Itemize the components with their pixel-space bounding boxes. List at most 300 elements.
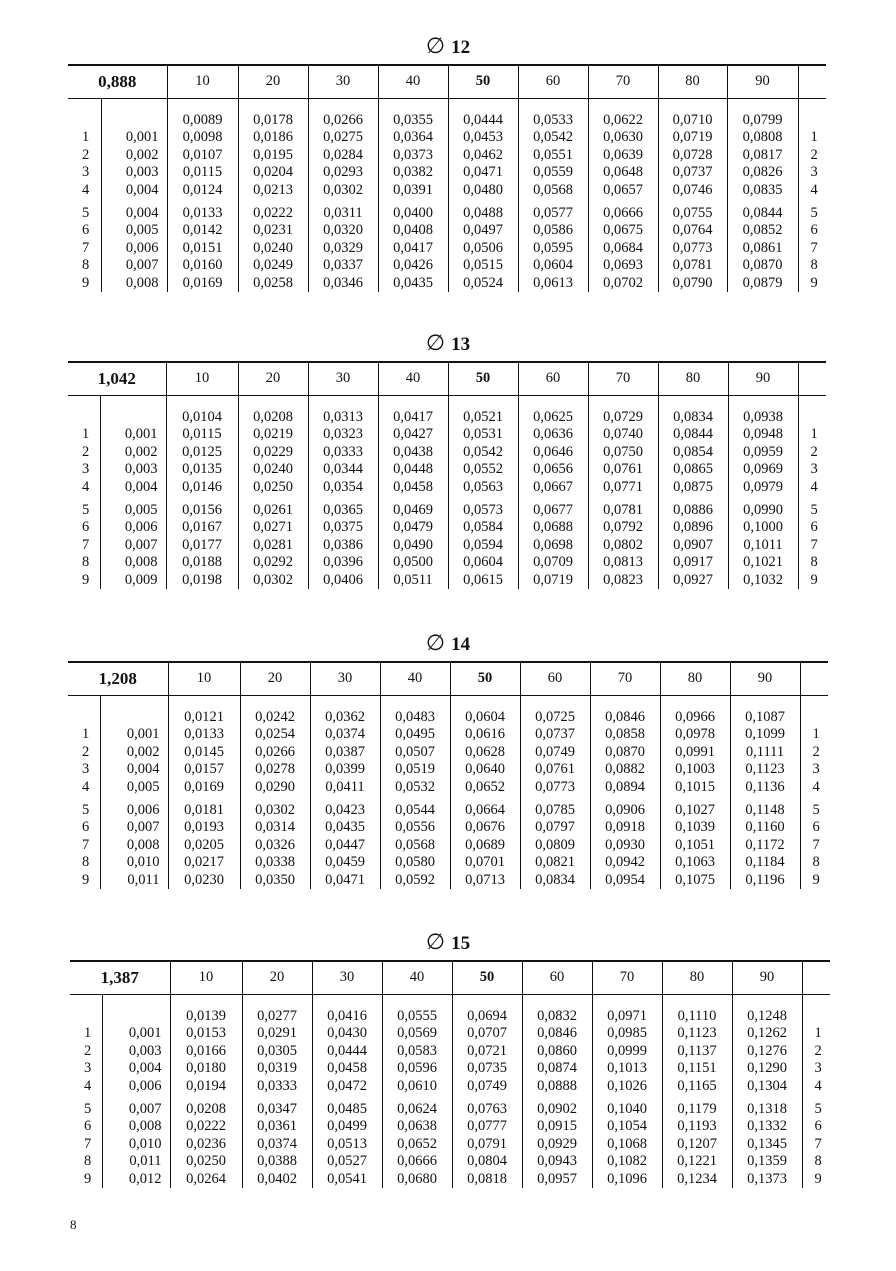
table-row [68, 872, 828, 889]
value-cell: 0,0435 [378, 275, 448, 292]
table-row [68, 444, 826, 461]
value-cell: 0,0374 [242, 1136, 312, 1153]
value-cell: 0,0157 [168, 761, 240, 778]
value-cell: 0,0427 [378, 426, 448, 443]
column-header: 50 [450, 662, 520, 696]
value-cell: 0,0240 [238, 461, 308, 478]
value-cell: 0,0231 [238, 222, 308, 239]
value-cell: 0,0773 [658, 240, 727, 257]
row-number-right: 6 [802, 1118, 830, 1135]
row-number: 8 [84, 1153, 92, 1170]
value-cell: 0,0580 [380, 854, 450, 871]
value-cell: 0,0616 [450, 726, 520, 743]
value-cell: 0,0750 [588, 444, 658, 461]
value-cell: 0,1136 [730, 779, 800, 796]
value-cell: 0,0702 [588, 275, 658, 292]
table-row [68, 819, 828, 836]
table-row [68, 744, 828, 761]
value-cell: 0,0292 [238, 554, 308, 571]
value-cell: 0,0755 [658, 205, 727, 222]
row-number: 1 [82, 426, 90, 443]
header-row [70, 961, 830, 995]
value-cell: 0,0278 [240, 761, 310, 778]
value-cell: 0,0453 [448, 129, 518, 146]
increment-cell: 0,003 [102, 1043, 170, 1060]
increment-cell: 0,008 [102, 1118, 170, 1135]
value-cell: 0,0167 [166, 519, 238, 536]
row-number: 7 [84, 1135, 92, 1152]
header-row [68, 362, 826, 396]
value-cell: 0,0444 [448, 112, 518, 129]
value-cell: 0,1013 [592, 1060, 662, 1077]
increment-cell: 0,001 [102, 1025, 170, 1042]
value-cell: 0,0195 [238, 147, 308, 164]
value-cell: 0,0777 [452, 1118, 522, 1135]
value-cell: 0,1248 [732, 1008, 802, 1025]
value-cell: 0,0667 [518, 479, 588, 496]
table-caption [0, 331, 896, 357]
value-cell: 0,0870 [590, 744, 660, 761]
row-number: 6 [82, 222, 90, 239]
value-cell: 0,0990 [728, 502, 798, 519]
row-number: 9 [82, 274, 90, 291]
row-number-right: 8 [800, 854, 828, 871]
value-cell: 0,0648 [588, 164, 658, 181]
value-cell: 0,0802 [588, 537, 658, 554]
table-diameter: 15 [451, 933, 471, 954]
row-number-right: 4 [802, 1078, 830, 1095]
row-number: 5 [84, 1101, 92, 1118]
column-header: 20 [240, 662, 310, 696]
value-cell: 0,0479 [378, 519, 448, 536]
table-row [70, 1060, 830, 1077]
increment-cell: 0,005 [100, 502, 166, 519]
value-cell: 0,1123 [730, 761, 800, 778]
column-header: 80 [658, 362, 728, 396]
value-cell: 0,0573 [448, 502, 518, 519]
value-cell: 0,0846 [590, 709, 660, 726]
table-row [68, 240, 826, 257]
value-cell: 0,0488 [448, 205, 518, 222]
value-cell: 0,0664 [450, 802, 520, 819]
value-cell: 0,0860 [522, 1043, 592, 1060]
value-cell: 0,1068 [592, 1136, 662, 1153]
value-cell: 0,0583 [382, 1043, 452, 1060]
header-end [800, 662, 828, 696]
row-number: 3 [82, 761, 90, 778]
row-number-right: 5 [800, 802, 828, 819]
column-header: 50 [448, 362, 518, 396]
row-number: 7 [82, 836, 90, 853]
value-cell: 0,0293 [308, 164, 378, 181]
header-end [798, 65, 826, 99]
value-cell: 0,0719 [518, 572, 588, 589]
value-cell: 0,0333 [308, 444, 378, 461]
value-cell: 0,1359 [732, 1153, 802, 1170]
value-cell: 0,0957 [522, 1171, 592, 1188]
increment-cell: 0,001 [101, 129, 167, 146]
value-cell: 0,0406 [308, 572, 378, 589]
value-cell: 0,0146 [166, 479, 238, 496]
value-cell: 0,1179 [662, 1101, 732, 1118]
value-cell: 0,0563 [448, 479, 518, 496]
value-cell: 0,0347 [242, 1101, 312, 1118]
value-cell: 0,0874 [522, 1060, 592, 1077]
value-cell: 0,0817 [727, 147, 798, 164]
table-row [68, 461, 826, 478]
row-number: 5 [82, 205, 90, 222]
value-cell: 0,1160 [730, 819, 800, 836]
row-number-right: 8 [802, 1153, 830, 1170]
value-cell: 0,0447 [310, 837, 380, 854]
table-diameter: 14 [451, 634, 471, 655]
value-cell: 0,0319 [242, 1060, 312, 1077]
value-cell: 0,0169 [167, 275, 238, 292]
value-cell: 0,1039 [660, 819, 730, 836]
value-cell: 0,0666 [588, 205, 658, 222]
value-cell: 0,0485 [312, 1101, 382, 1118]
column-header: 50 [452, 961, 522, 995]
value-cell: 0,0153 [170, 1025, 242, 1042]
row-number-right: 9 [798, 572, 826, 589]
row-number-right: 3 [800, 761, 828, 778]
column-header: 80 [660, 662, 730, 696]
value-cell: 0,0399 [310, 761, 380, 778]
spacer-row [70, 995, 830, 1009]
value-cell: 0,0513 [312, 1136, 382, 1153]
value-cell: 0,0625 [518, 409, 588, 426]
diameter-icon: ∅ [425, 330, 446, 355]
value-cell: 0,0266 [308, 112, 378, 129]
value-cell: 0,0320 [308, 222, 378, 239]
value-cell: 0,0142 [167, 222, 238, 239]
table-row [70, 1025, 830, 1042]
value-cell: 0,0329 [308, 240, 378, 257]
value-cell: 0,0337 [308, 257, 378, 274]
value-cell: 0,1184 [730, 854, 800, 871]
value-cell: 0,0725 [520, 709, 590, 726]
table-row [68, 854, 828, 871]
value-cell: 0,1082 [592, 1153, 662, 1170]
column-header: 40 [382, 961, 452, 995]
value-cell: 0,0813 [588, 554, 658, 571]
value-cell: 0,0462 [448, 147, 518, 164]
value-cell: 0,0707 [452, 1025, 522, 1042]
value-cell: 0,1087 [730, 709, 800, 726]
value-cell: 0,1172 [730, 837, 800, 854]
row-number: 3 [82, 164, 90, 181]
table-row [68, 802, 828, 819]
row-number-right: 3 [798, 461, 826, 478]
value-cell: 0,0281 [238, 537, 308, 554]
increment-cell: 0,006 [102, 1078, 170, 1095]
value-cell: 0,1234 [662, 1171, 732, 1188]
row-number: 6 [84, 1118, 92, 1135]
value-cell: 0,1021 [728, 554, 798, 571]
column-header: 30 [308, 65, 378, 99]
table-row [68, 409, 826, 426]
row-number-right: 5 [798, 502, 826, 519]
column-header: 30 [312, 961, 382, 995]
page-number: 8 [70, 1217, 77, 1232]
table-row [68, 761, 828, 778]
value-cell: 0,1063 [660, 854, 730, 871]
increment-cell: 0,003 [101, 164, 167, 181]
value-cell: 0,1096 [592, 1171, 662, 1188]
increment-cell: 0,001 [100, 726, 168, 743]
value-cell: 0,0721 [452, 1043, 522, 1060]
value-cell: 0,0646 [518, 444, 588, 461]
value-cell: 0,0532 [380, 779, 450, 796]
value-cell: 0,0417 [378, 240, 448, 257]
value-cell: 0,0444 [312, 1043, 382, 1060]
increment-cell: 0,004 [102, 1060, 170, 1077]
value-cell: 0,0365 [308, 502, 378, 519]
column-header: 30 [308, 362, 378, 396]
column-header: 90 [732, 961, 802, 995]
value-cell: 0,0652 [450, 779, 520, 796]
data-table [68, 361, 826, 589]
table-row [70, 1118, 830, 1135]
column-header: 40 [378, 65, 448, 99]
value-cell: 0,1262 [732, 1025, 802, 1042]
value-cell: 0,0222 [238, 205, 308, 222]
value-cell: 0,0258 [238, 275, 308, 292]
value-cell: 0,0737 [520, 726, 590, 743]
header-row [68, 65, 826, 99]
value-cell: 0,0402 [242, 1171, 312, 1188]
value-cell: 0,0677 [518, 502, 588, 519]
value-cell: 0,0861 [727, 240, 798, 257]
row-number-right: 2 [798, 444, 826, 461]
value-cell: 0,0985 [592, 1025, 662, 1042]
column-header: 20 [238, 65, 308, 99]
row-number-right: 1 [798, 129, 826, 146]
value-cell: 0,0098 [167, 129, 238, 146]
value-cell: 0,0160 [167, 257, 238, 274]
value-cell: 0,0624 [382, 1101, 452, 1118]
row-number-right: 7 [800, 837, 828, 854]
increment-cell: 0,007 [101, 257, 167, 274]
column-header: 70 [592, 961, 662, 995]
value-cell: 0,0124 [167, 182, 238, 199]
value-cell: 0,0133 [167, 205, 238, 222]
value-cell: 0,0448 [378, 461, 448, 478]
value-cell: 0,0542 [448, 444, 518, 461]
row-number: 8 [82, 554, 90, 571]
value-cell: 0,0894 [590, 779, 660, 796]
column-header: 10 [167, 65, 238, 99]
increment-cell: 0,005 [100, 779, 168, 796]
increment-cell: 0,002 [100, 444, 166, 461]
value-cell: 0,0250 [238, 479, 308, 496]
table-row [68, 726, 828, 743]
table-row [68, 147, 826, 164]
value-cell: 0,0499 [312, 1118, 382, 1135]
value-cell: 0,1003 [660, 761, 730, 778]
table-row [68, 205, 826, 222]
column-header: 90 [727, 65, 798, 99]
row-number-right: 3 [802, 1060, 830, 1077]
row-number-right: 1 [800, 726, 828, 743]
value-cell: 0,0622 [588, 112, 658, 129]
value-cell: 0,0896 [658, 519, 728, 536]
diameter-icon: ∅ [425, 630, 446, 655]
table-diameter: 13 [451, 334, 471, 355]
value-cell: 0,0835 [727, 182, 798, 199]
value-cell: 0,0314 [240, 819, 310, 836]
value-cell: 0,0615 [448, 572, 518, 589]
table-row [68, 182, 826, 199]
value-cell: 0,0495 [380, 726, 450, 743]
value-cell: 0,0275 [308, 129, 378, 146]
value-cell: 0,0761 [520, 761, 590, 778]
table-row [68, 426, 826, 443]
value-cell: 0,0826 [727, 164, 798, 181]
value-cell: 0,0979 [728, 479, 798, 496]
value-cell: 0,0115 [166, 426, 238, 443]
value-cell: 0,1290 [732, 1060, 802, 1077]
value-cell: 0,0533 [518, 112, 588, 129]
value-cell: 0,0435 [310, 819, 380, 836]
table-row [68, 479, 826, 496]
value-cell: 0,0430 [312, 1025, 382, 1042]
constant-cell: 1,387 [70, 961, 170, 995]
constant-cell: 1,042 [68, 362, 166, 396]
value-cell: 0,0569 [382, 1025, 452, 1042]
value-cell: 0,0854 [658, 444, 728, 461]
row-number: 6 [82, 819, 90, 836]
value-cell: 0,0426 [378, 257, 448, 274]
value-cell: 0,0875 [658, 479, 728, 496]
value-cell: 0,0749 [520, 744, 590, 761]
value-cell: 0,1318 [732, 1101, 802, 1118]
value-cell: 0,0834 [520, 872, 590, 889]
value-cell: 0,0556 [380, 819, 450, 836]
row-number: 1 [84, 1025, 92, 1042]
diameter-icon: ∅ [425, 33, 446, 58]
value-cell: 0,0490 [378, 537, 448, 554]
value-cell: 0,0844 [727, 205, 798, 222]
value-cell: 0,0139 [170, 1008, 242, 1025]
value-cell: 0,0438 [378, 444, 448, 461]
increment-cell: 0,001 [100, 426, 166, 443]
value-cell: 0,0710 [658, 112, 727, 129]
column-header: 60 [518, 362, 588, 396]
table-row [70, 1101, 830, 1118]
value-cell: 0,0411 [310, 779, 380, 796]
value-cell: 0,0773 [520, 779, 590, 796]
value-cell: 0,0242 [240, 709, 310, 726]
value-cell: 0,0675 [588, 222, 658, 239]
value-cell: 0,0594 [448, 537, 518, 554]
value-cell: 0,0230 [168, 872, 240, 889]
value-cell: 0,0186 [238, 129, 308, 146]
table-row [68, 502, 826, 519]
value-cell: 0,1040 [592, 1101, 662, 1118]
value-cell: 0,0515 [448, 257, 518, 274]
value-cell: 0,0804 [452, 1153, 522, 1170]
value-cell: 0,0497 [448, 222, 518, 239]
value-cell: 0,0305 [242, 1043, 312, 1060]
value-cell: 0,0264 [170, 1171, 242, 1188]
column-header: 80 [662, 961, 732, 995]
column-header: 80 [658, 65, 727, 99]
value-cell: 0,0688 [518, 519, 588, 536]
row-number: 2 [82, 743, 90, 760]
row-number-right: 1 [802, 1025, 830, 1042]
value-cell: 0,0254 [240, 726, 310, 743]
value-cell: 0,0792 [588, 519, 658, 536]
value-cell: 0,0991 [660, 744, 730, 761]
increment-cell: 0,009 [100, 572, 166, 589]
row-number-right: 6 [798, 222, 826, 239]
value-cell: 0,0521 [448, 409, 518, 426]
increment-cell: 0,006 [101, 240, 167, 257]
value-cell: 0,0222 [170, 1118, 242, 1135]
value-cell: 0,0879 [727, 275, 798, 292]
value-cell: 0,0387 [310, 744, 380, 761]
value-cell: 0,1193 [662, 1118, 732, 1135]
value-cell: 0,0338 [240, 854, 310, 871]
value-cell: 0,0115 [167, 164, 238, 181]
value-cell: 0,0551 [518, 147, 588, 164]
row-number: 6 [82, 519, 90, 536]
value-cell: 0,0458 [312, 1060, 382, 1077]
value-cell: 0,0604 [448, 554, 518, 571]
value-cell: 0,1075 [660, 872, 730, 889]
value-cell: 0,0313 [308, 409, 378, 426]
value-cell: 0,0763 [452, 1101, 522, 1118]
value-cell: 0,0592 [380, 872, 450, 889]
value-cell: 0,0156 [166, 502, 238, 519]
value-cell: 0,0169 [168, 779, 240, 796]
value-cell: 0,0323 [308, 426, 378, 443]
value-cell: 0,0676 [450, 819, 520, 836]
value-cell: 0,0121 [168, 709, 240, 726]
increment-cell: 0,010 [102, 1136, 170, 1153]
value-cell: 0,0213 [238, 182, 308, 199]
increment-cell: 0,007 [102, 1101, 170, 1118]
value-cell: 0,0568 [380, 837, 450, 854]
value-cell: 0,0636 [518, 426, 588, 443]
header-end [802, 961, 830, 995]
table-row [70, 1078, 830, 1095]
column-header: 60 [522, 961, 592, 995]
value-cell: 0,0346 [308, 275, 378, 292]
value-cell: 0,0302 [238, 572, 308, 589]
value-cell: 0,1027 [660, 802, 730, 819]
increment-cell: 0,010 [100, 854, 168, 871]
table-row [68, 164, 826, 181]
increment-cell: 0,006 [100, 802, 168, 819]
value-cell: 0,0527 [312, 1153, 382, 1170]
table-row [68, 129, 826, 146]
increment-cell: 0,008 [101, 275, 167, 292]
row-number: 4 [84, 1077, 92, 1094]
value-cell: 0,0652 [382, 1136, 452, 1153]
column-header: 20 [238, 362, 308, 396]
row-number: 2 [84, 1042, 92, 1059]
value-cell: 0,0638 [382, 1118, 452, 1135]
header-end [798, 362, 826, 396]
value-cell: 0,0459 [310, 854, 380, 871]
value-cell: 0,0701 [450, 854, 520, 871]
value-cell: 0,0929 [522, 1136, 592, 1153]
value-cell: 0,0483 [380, 709, 450, 726]
row-number: 7 [82, 239, 90, 256]
value-cell: 0,0177 [166, 537, 238, 554]
